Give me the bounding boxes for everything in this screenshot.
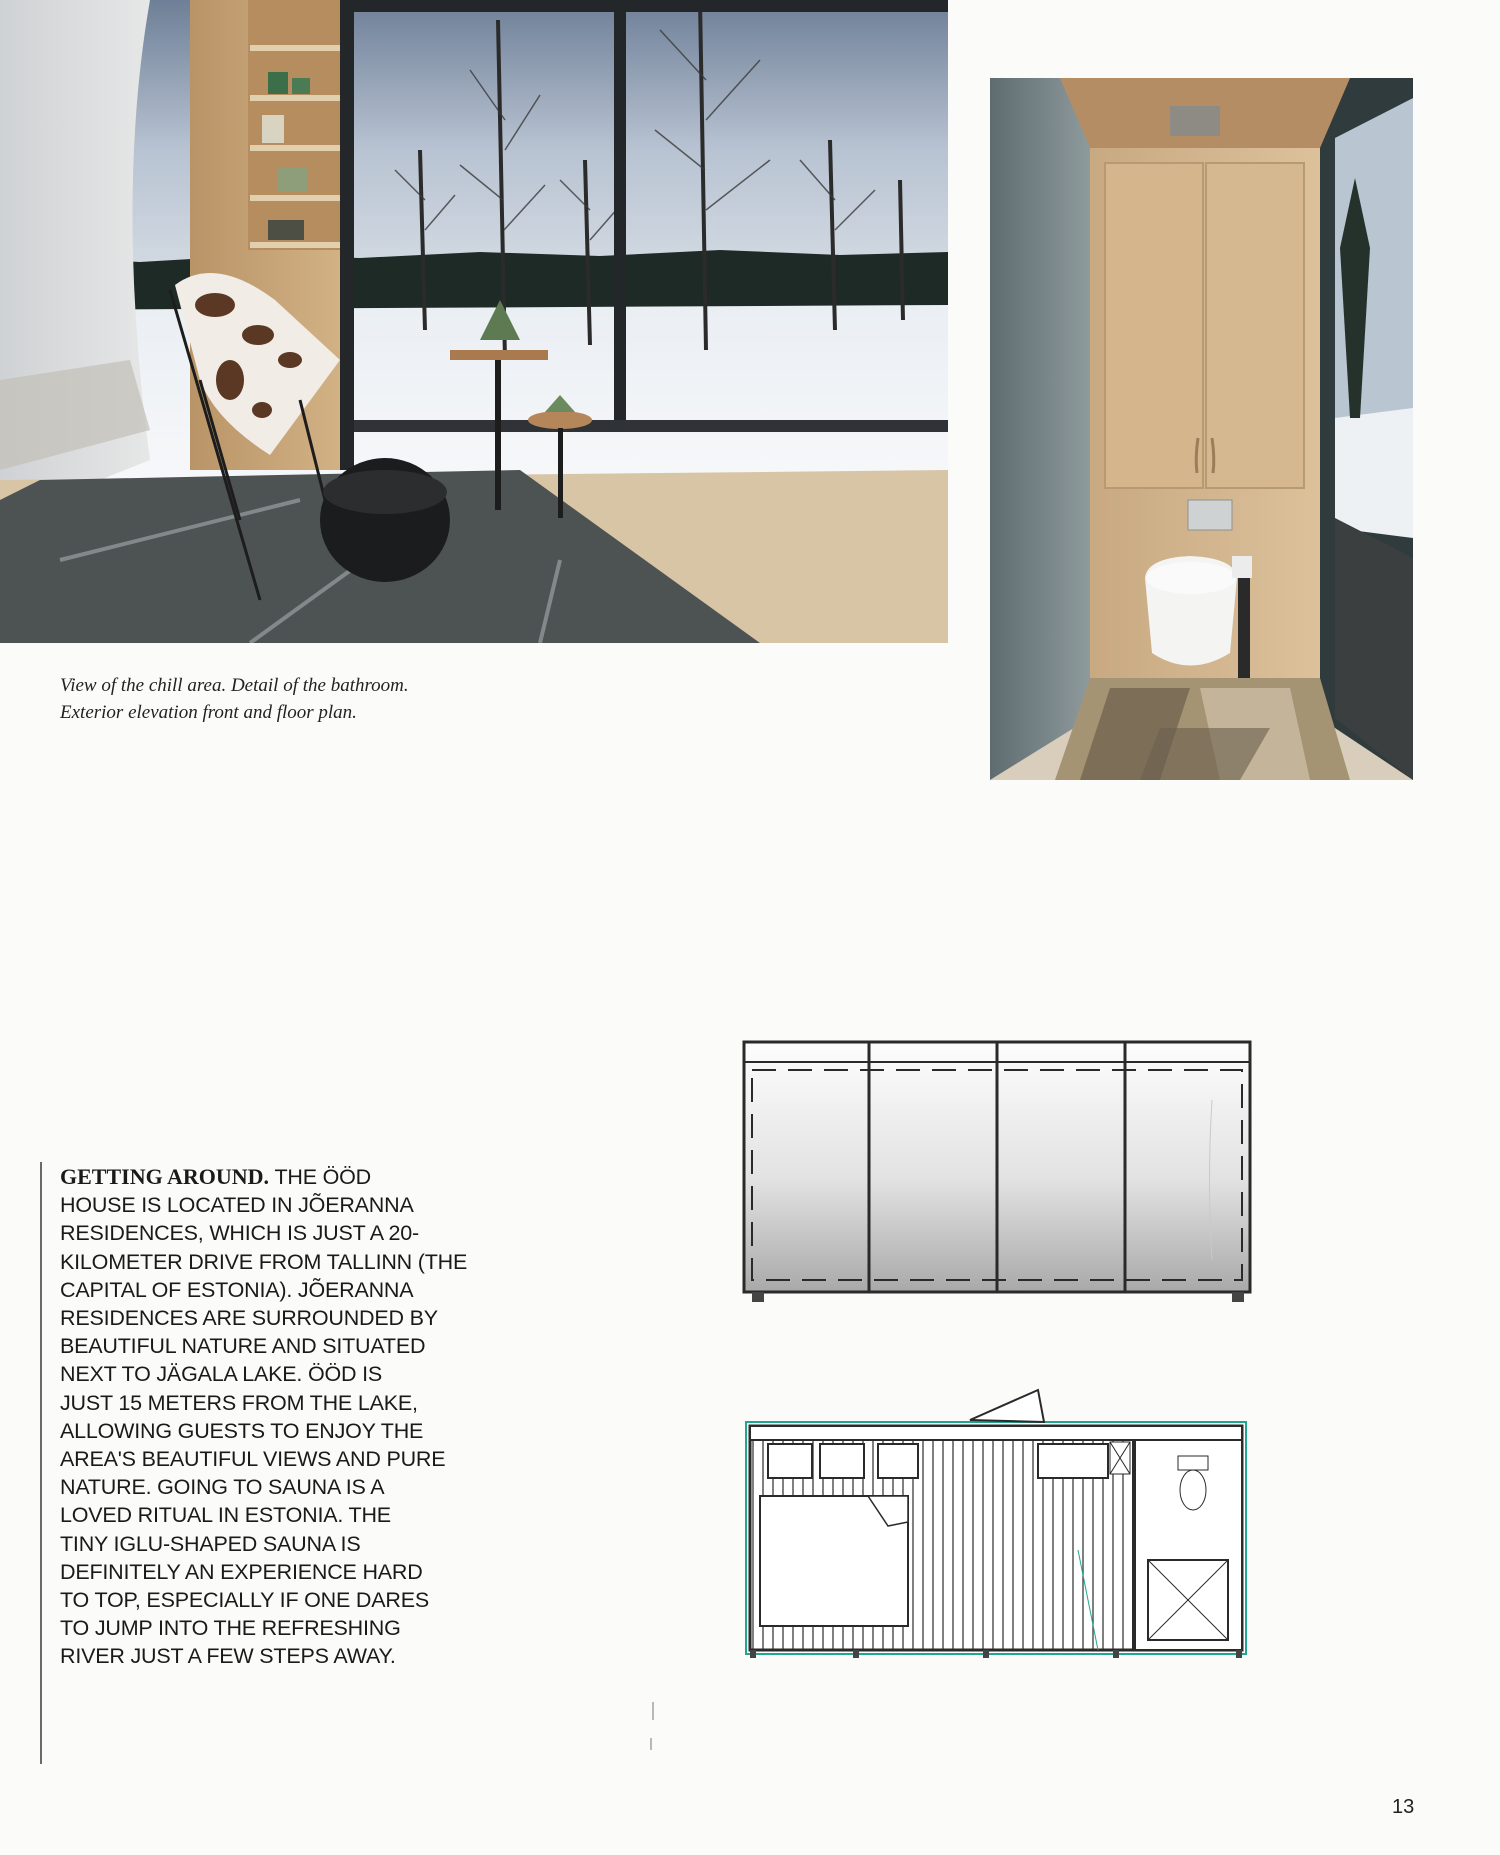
article-line: LOVED RITUAL IN ESTONIA. THE — [60, 1503, 391, 1528]
article-line: RESIDENCES, WHICH IS JUST A 20- — [60, 1221, 419, 1246]
article-line: RIVER JUST A FEW STEPS AWAY. — [60, 1644, 396, 1669]
article-line: TINY IGLU-SHAPED SAUNA IS — [60, 1531, 361, 1556]
caption-line-1: View of the chill area. Detail of the bathroom. — [60, 675, 409, 696]
bathroom-photo — [990, 78, 1413, 780]
elevation-svg — [742, 1040, 1262, 1312]
floor-plan-svg — [738, 1370, 1268, 1670]
page-number: 13 — [1392, 1796, 1415, 1818]
article-line: NATURE. GOING TO SAUNA IS A — [60, 1475, 385, 1500]
article-body — [60, 1163, 500, 1671]
scan-mark — [650, 1738, 652, 1750]
article-line-text: THE ÖÖD — [274, 1165, 371, 1189]
caption-line-2: Exterior elevation front and floor plan. — [60, 702, 357, 723]
floor-plan-drawing — [738, 1370, 1268, 1670]
article-line: NEXT TO JÄGALA LAKE. ÖÖD IS — [60, 1362, 383, 1387]
chill-area-illustration — [0, 0, 948, 643]
article-line: KILOMETER DRIVE FROM TALLINN (THE — [60, 1249, 468, 1274]
scan-mark — [652, 1702, 654, 1720]
photo-caption — [60, 672, 620, 726]
article-line: DEFINITELY AN EXPERIENCE HARD — [60, 1559, 423, 1584]
article-line — [60, 1163, 500, 1191]
article-line: AREA'S BEAUTIFUL VIEWS AND PURE — [60, 1447, 446, 1472]
article-line: ALLOWING GUESTS TO ENJOY THE — [60, 1418, 424, 1443]
article-line: HOUSE IS LOCATED IN JÕERANNA — [60, 1193, 414, 1218]
article-rule — [40, 1162, 42, 1764]
article-lead: GETTING AROUND. — [60, 1164, 270, 1189]
article-line: JUST 15 METERS FROM THE LAKE, — [60, 1390, 418, 1415]
article-line: TO JUMP INTO THE REFRESHING — [60, 1616, 401, 1641]
article-line: TO TOP, ESPECIALLY IF ONE DARES — [60, 1588, 430, 1613]
chill-area-photo — [0, 0, 948, 643]
bathroom-illustration — [990, 78, 1413, 780]
article-line: CAPITAL OF ESTONIA). JÕERANNA — [60, 1277, 414, 1302]
article-line: BEAUTIFUL NATURE AND SITUATED — [60, 1334, 426, 1359]
article-line: RESIDENCES ARE SURROUNDED BY — [60, 1306, 438, 1331]
exterior-elevation-drawing — [742, 1040, 1262, 1312]
